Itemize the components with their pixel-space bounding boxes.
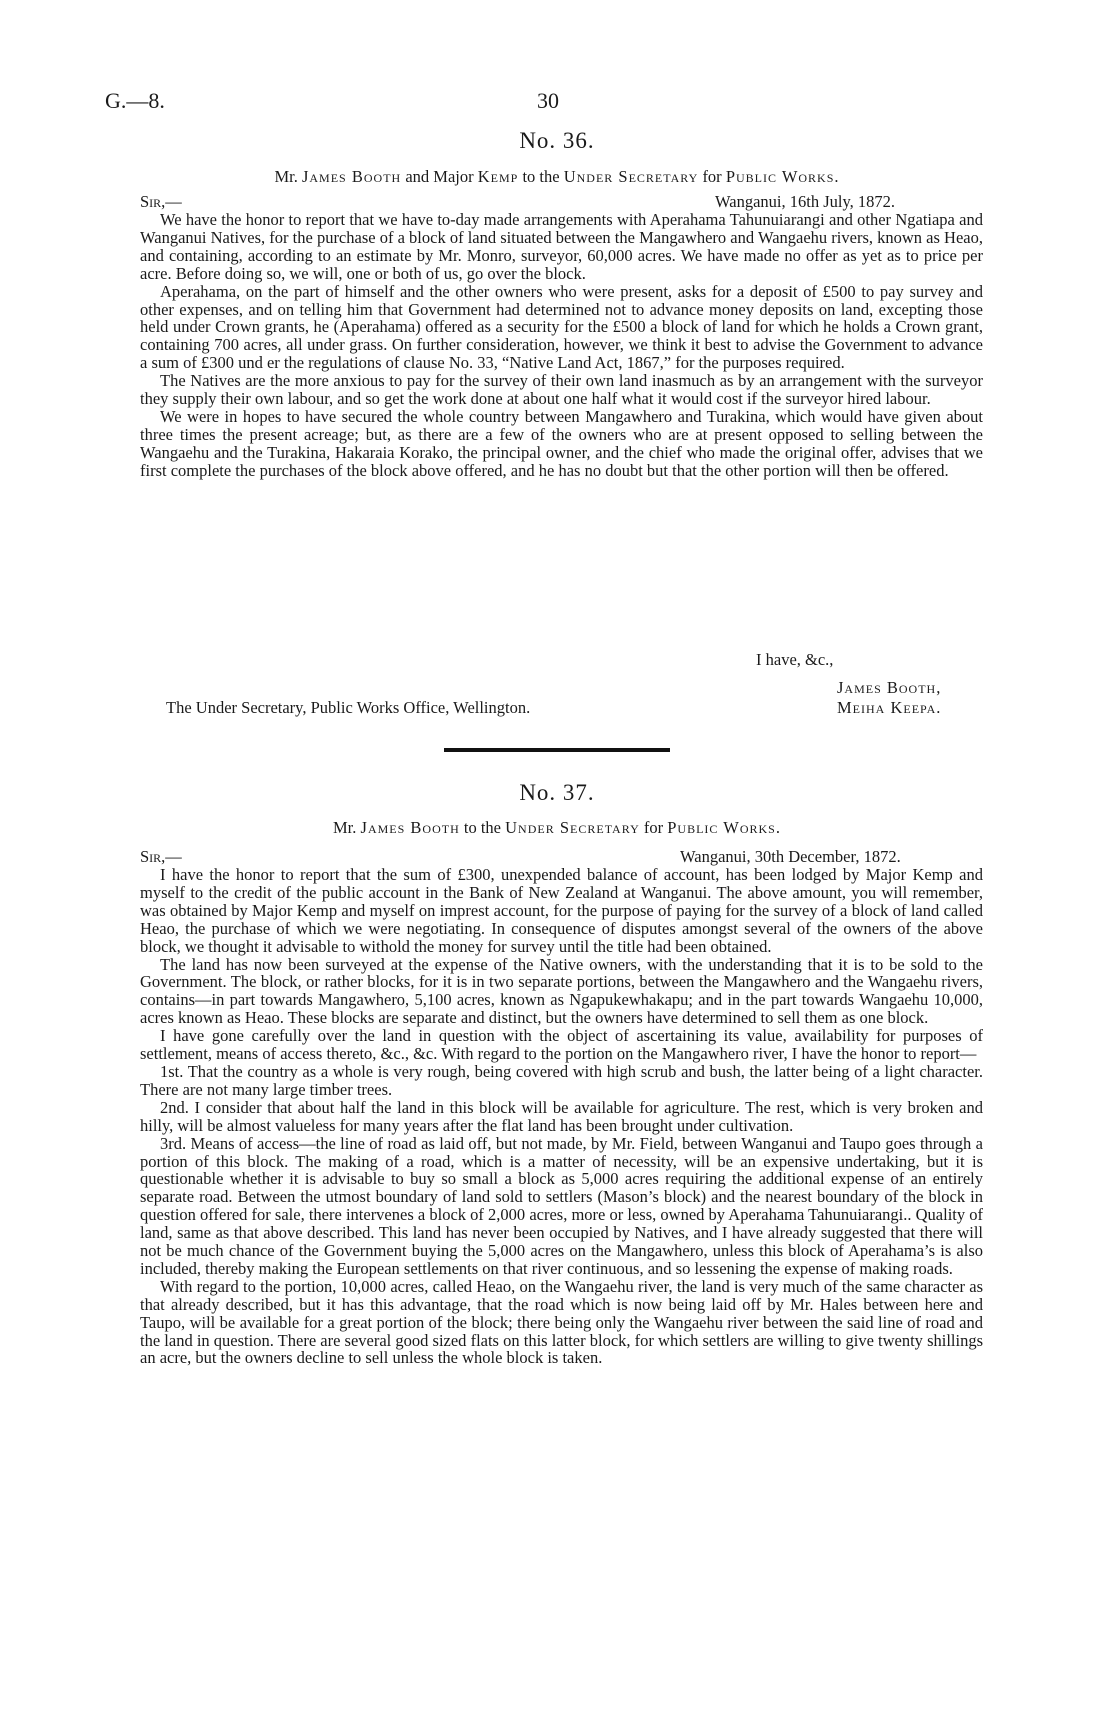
section-divider <box>444 748 670 752</box>
paragraph: The Natives are the more anxious to pay for the survey of their own land inasmuch as by an arrangement with the surveyor they supply their own labour, and so get the work done at about one half what it would cost if the surveyor hired labour. <box>140 371 983 409</box>
paragraph: With regard to the portion, 10,000 acres, called Heao, on the Wangaehu river, the land is very much of the same character as that already described, but it has this advantage, that the road which is now being laid off by Mr. Hales between here and Taupo, will be available for a great portion of the block; there being only the Wangaehu river between the said line of road and the land in question. There are several good sized flats on this latter block, for which settlers are willing to give twenty shillings an acre, but the owners decline to sell unless the whole block is taken. <box>140 1276 983 1368</box>
letter-37-body <box>140 866 983 1367</box>
letter-36-heading: Mr. James Booth and Major Kemp to the Under Secretary for Public Works. <box>274 167 840 186</box>
letter-37-number: No. 37. <box>519 780 595 805</box>
paragraph: I have the honor to report that the sum of £300, unexpended balance of account, has been lodged by Major Kemp and myself to the credit of the public account in the Bank of New Zealand at Wanganui. The above amount, you will remember, was obtained by Major Kemp and myself on imprest account, for the purpose of paying for the survey of a block of land called Heao, the purchase of which we were negotiating. In consequence of disputes amongst several of the owners of the above block, we thought it advisable to withold the money for survey until the title had been obtained. <box>140 865 983 956</box>
paragraph: The land has now been surveyed at the expense of the Native owners, with the understanding that it is to be sold to the Government. The block, or rather blocks, for it is in two separate portions, between the Mangawhero and the Wangaehu rivers, contains—in part towards Mangawhero, 5,100 acres, known as Ngapukewhakapu; and in the part towards Wangaehu 10,000, acres known as Heao. These blocks are separate and distinct, but the owners have determined to sell them as one block. <box>140 954 983 1028</box>
signature-james-booth: James Booth, <box>837 678 942 697</box>
letter-36-closing: I have, &c., <box>756 650 834 669</box>
paragraph: We were in hopes to have secured the whole country between Mangawhero and Turakina, which would have given about three times the present acreage; but, as there are a few of the owners who are at present opposed to selling between the Wangaehu and the Turakina, Hakaraia Korako, the principal owner, and the chief who made the original offer, advises that we first complete the purchases of the block above offered, and he has no doubt but that the other portion will then be offered. <box>140 406 983 480</box>
paragraph: 3rd. Means of access—the line of road as laid off, but not made, by Mr. Field, between Wanganui and Taupo goes through a portion of this block. The making of a road, which is a matter of necessity, will be an expensive undertaking, but it is questionable whether it is advisable to buy so small a block as 5,000 acres requiring the additional expense of an entirely separate road. Between the utmost boundary of land sold to settlers (Mason’s block) and the nearest boundary of the block in question offered for sale, there intervenes a block of 2,000 acres, more or less, owned by Aperahama Tahunuiarangi.. Quality of land, same as that above described. This land has never been occupied by Natives, and I have already suggested that there will not be much chance of the Government buying the 5,000 acres on the Mangawhero, unless this block of Aperahama’s is also included, thereby making the European settlements on that river continuous, and so lessening the expense of making roads. <box>140 1133 983 1278</box>
letter-36-addressee: The Under Secretary, Public Works Office, Wellington. <box>166 698 531 717</box>
letter-36-date: Wanganui, 16th July, 1872. <box>715 192 896 211</box>
letter-37-heading: Mr. James Booth to the Under Secretary for Public Works. <box>333 818 781 837</box>
signature-meiha-keepa: Meiha Keepa. <box>837 698 942 717</box>
letter-36-body <box>140 211 983 480</box>
letter-37-date: Wanganui, 30th December, 1872. <box>680 847 901 866</box>
paragraph: Aperahama, on the part of himself and the other owners who were present, asks for a deposit of £500 to pay survey and other expenses, and on telling him that Government had determined not to advance money deposits on land, excepting those held under Crown grants, he (Aperahama) offered as a security for the £500 a block of land for which he holds a Crown grant, containing 700 acres, all under grass. On further consideration, however, we think it best to advise the Government to advance a sum of £300 und er the regulations of clause No. 33, “Native Land Act, 1867,” for the purposes required. <box>140 281 983 373</box>
letter-36-number: No. 36. <box>519 128 595 153</box>
paragraph: 2nd. I consider that about half the land in this block will be available for agriculture. The rest, which is very broken and hilly, will be almost valueless for many years after the flat land has been brought under cultivation. <box>140 1097 983 1135</box>
letter-37-salutation: Sir,— <box>140 847 182 866</box>
letter-36-salutation: Sir,— <box>140 192 182 211</box>
page-number: 30 <box>537 88 559 113</box>
paragraph: I have gone carefully over the land in question with the object of ascertaining its value, availability for purposes of settlement, means of access thereto, &c., &c. With regard to the portion on the Mangawhero river, I have the honor to report— <box>140 1026 983 1064</box>
parliamentary-paper-ref: G.—8. <box>105 88 165 113</box>
paragraph: 1st. That the country as a whole is very rough, being covered with high scrub and bush, the latter being of a light character. There are not many large timber trees. <box>140 1061 983 1099</box>
paragraph: We have the honor to report that we have to-day made arrangements with Aperahama Tahunuiarangi and other Ngatiapa and Wanganui Natives, for the purchase of a block of land situated between the Mangawhero and Wangaehu rivers, known as Heao, and containing, according to an estimate by Mr. Monro, surveyor, 60,000 acres. We have made no offer as yet as to price per acre. Before doing so, we will, one or both of us, go over the block. <box>140 210 983 283</box>
